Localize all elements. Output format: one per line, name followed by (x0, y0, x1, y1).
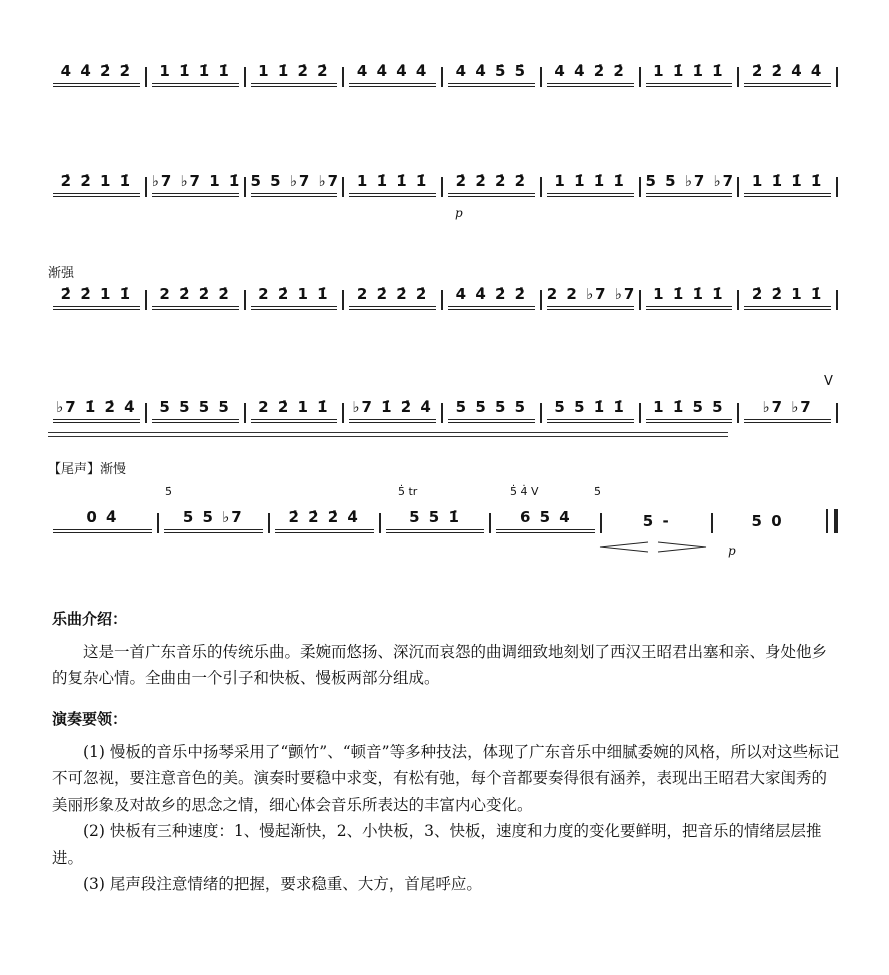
bar-line (639, 177, 641, 197)
score-row-3 (48, 285, 838, 310)
bar-line (441, 403, 443, 423)
bar-line (737, 403, 739, 423)
measure: 5 0 (751, 512, 784, 530)
bar-line (737, 177, 739, 197)
measure: 2̇ 2̇ 4̇ 4̇ (744, 62, 831, 87)
bar-line (244, 403, 246, 423)
bar-line (379, 513, 381, 533)
bar-line (737, 67, 739, 87)
bar-line (441, 177, 443, 197)
slur-line (48, 432, 728, 437)
bar-line (268, 513, 270, 533)
measure: ♭7 ♭7 (744, 398, 831, 423)
intro-heading: 乐曲介绍： (52, 610, 128, 628)
measure: 5 5 5 5 (152, 398, 239, 423)
tip-item: (2) 快板有三种速度：1、慢起渐快，2、小快板，3、快板，速度和力度的变化要鲜明，把音乐的情绪层层推进。 (52, 822, 822, 867)
measure: 1 1̇ 1̇ 1̇ (547, 172, 634, 197)
bar-line (157, 513, 159, 533)
ornament: 5̇ 4̇ V (510, 485, 539, 498)
measure: ♭7 1̇ 2̇ 4̇ (53, 398, 140, 423)
bar-line (639, 67, 641, 87)
measure: 5 5 1̇ (386, 508, 485, 533)
score-row-4 (48, 398, 838, 423)
bar-line (145, 290, 147, 310)
ornament: 5̇ tr (398, 485, 418, 498)
bar-line (342, 177, 344, 197)
measure: 5 5 ♭7 (164, 508, 263, 533)
bar-line (342, 290, 344, 310)
bar-line (711, 513, 713, 533)
bar-line (441, 67, 443, 87)
bar-line (540, 177, 542, 197)
measure: 4 4̇ 2̇ 2̇ (547, 62, 634, 87)
score-row-1 (48, 62, 838, 87)
measure: 5 5 ♭7 ♭7 (251, 172, 338, 197)
bar-line (540, 290, 542, 310)
measure: 4 4̇ 5̇ 5̇ (448, 62, 535, 87)
measure: 5 5 ♭7 ♭7 (646, 172, 733, 197)
tips-section (52, 706, 842, 898)
bar-line (836, 177, 838, 197)
bar-line (600, 513, 602, 533)
measure: 0 4̇ (53, 508, 152, 533)
bar-line (441, 290, 443, 310)
final-bar-line (826, 509, 838, 533)
bar-line (145, 67, 147, 87)
bar-line (342, 403, 344, 423)
measure: 1 1̇ 1̇ 1̇ (646, 62, 733, 87)
bar-line (489, 513, 491, 533)
bar-line (639, 290, 641, 310)
measure: 2̇ 2̇ 1 1̇ (744, 285, 831, 310)
bar-line (540, 403, 542, 423)
bar-line (836, 290, 838, 310)
measure: ♭7 1̇ 2̇ 4̇ (349, 398, 436, 423)
bar-line (540, 67, 542, 87)
bar-line (737, 290, 739, 310)
bar-line (836, 67, 838, 87)
tip-item: (1) 慢板的音乐中扬琴采用了“颤竹”、“顿音”等多种技法，体现了广东音乐中细腻委婉的风格，所以对这些标记不可忽视，要注意音色的美。演奏时要稳中求变，有松有弛，每个音都要奏得很有涵养，表现出王昭君大家闺秀的美丽形象及对故乡的思念之情，细心体会音乐所表达的丰富内心变化。 (52, 742, 840, 814)
intro-section (52, 606, 842, 692)
ornament: 5̇ (165, 485, 172, 498)
bar-line (244, 67, 246, 87)
measure: 2̇ 2̇ 2̇ 2̇ (448, 172, 535, 197)
bar-line (244, 177, 246, 197)
measure: 4 4̇ 4̇ 4̇ (349, 62, 436, 87)
measure: 2̇ 2̇ 2̇ 4̇ (275, 508, 374, 533)
bar-line (145, 403, 147, 423)
dynamic-mark: p (728, 544, 736, 558)
measure: 1 1̇ 1̇ 1̇ (349, 172, 436, 197)
bar-line (836, 403, 838, 423)
measure: 1 1̇ 5 5 (646, 398, 733, 423)
ornament: 5̇ (594, 485, 601, 498)
measure: ♭7 ♭7 1 1̇ (152, 172, 239, 197)
measure: 4 4̇ 2̇ 2̇ (53, 62, 140, 87)
coda-label: 【尾声】渐慢 (48, 462, 127, 477)
measure: 2 2 ♭7 ♭7 (547, 285, 634, 310)
measure: 5 - (642, 512, 671, 530)
measure: 2 2̇ 1 1̇ (251, 285, 338, 310)
crescendo-label: 渐强 (48, 266, 75, 281)
measure: 1 1̇ 1̇ 1̇ (646, 285, 733, 310)
measure: 2 2̇ 2̇ 2̇ (152, 285, 239, 310)
measure: 5 5 1̇ 1̇ (547, 398, 634, 423)
intro-body: 这是一首广东音乐的传统乐曲。柔婉而悠扬、深沉而哀怨的曲调细致地刻划了西汉王昭君出塞和亲、身处他乡的复杂心情。全曲由一个引子和快板、慢板两部分组成。 (52, 642, 828, 687)
score-row-coda (48, 508, 838, 533)
score-row-2 (48, 172, 838, 197)
tip-item: (3) 尾声段注意情绪的把握，要求稳重、大方，首尾呼应。 (83, 875, 482, 893)
measure: 1 1̇ 1̇ 1̇ (152, 62, 239, 87)
bar-line (244, 290, 246, 310)
dynamic-mark: p (455, 206, 463, 220)
measure: 5 5 5 5 (448, 398, 535, 423)
measure: 2̇ 2̇ 1 1̇ (53, 172, 140, 197)
tips-heading: 演奏要领： (52, 710, 128, 728)
measure: 2 2̇ 1 1̇ (251, 398, 338, 423)
measure: 2 2̇ 2̇ 2̇ (349, 285, 436, 310)
measure: 1 1̇ 2̇ 2̇ (251, 62, 338, 87)
measure: 6 5 4 (496, 508, 595, 533)
crescendo-decrescendo-hairpins (598, 540, 708, 554)
measure: 4 4̇ 2̇ 2̇ (448, 285, 535, 310)
bar-line (145, 177, 147, 197)
measure: 2̇ 2̇ 1 1̇ (53, 285, 140, 310)
bar-line (639, 403, 641, 423)
breath-mark: V (824, 374, 833, 389)
bar-line (342, 67, 344, 87)
measure: 1 1̇ 1̇ 1̇ (744, 172, 831, 197)
